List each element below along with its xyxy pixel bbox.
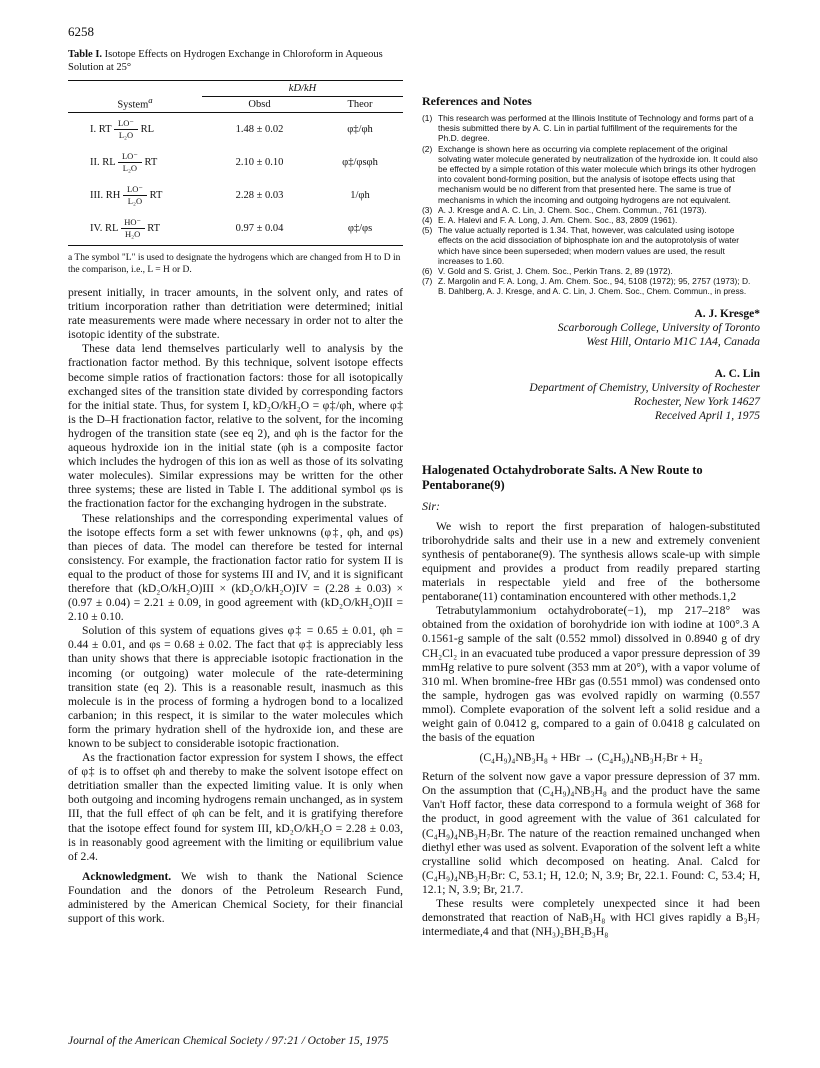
- references-list: [422, 113, 760, 297]
- paragraph: These data lend themselves particularly well to analysis by the fractionation factor method. By this technique, solvent isotope effects become simple ratios of fractionation factors: those for all isotopically exchanged sites of the transition state divided by corresponding factors for the initial state. Thus, for system I, kD₂O/kH₂O = φ‡/φh, where φ‡ is the D–H fractionation factor, relative to the solvent, for the incoming hydrogen of the transition state (see eq 2), and φh is the factor for the aqueous hydroxide ion in the initial state (φh is a composite factor which includes the hydrogen of this ion as well as those of its solvating water molecules). Similar expressions may be written for the other three systems; these are listed in Table I. The additional symbol φs is the fractionation factor for the exchanging hydrogen in the substrate.: [68, 342, 403, 511]
- table-footnote: a The symbol "L" is used to designate the hydrogens which are changed from H to D in the comparison, i.e., L = H or D.: [68, 253, 401, 275]
- paragraph: present initially, in tracer amounts, in the solvent only, and rates of tritium incorporation rather than detritiation were determined; initial rate measurements were made where necessary in order not to alter the isotopic identity of the substrate.: [68, 286, 403, 342]
- paragraph: As the fractionation factor expression for system I shows, the effect of φ‡ is to offset φh and thereby to make the solvent isotope effect on detritiation smaller than the expected limiting value. It is only when both outgoing and incoming hydrogens remain unchanged, as in system III, that the full effect of φh can be felt, and it is gratifying therefore that the isotope effect found for system III, kD₂O/kH₂O = 2.28 ± 0.03, is in reasonably good agreement with the limiting or equilibrium value of 2.4.: [68, 751, 403, 863]
- table-caption-text: Isotope Effects on Hydrogen Exchange in Chloroform in Aqueous Solution at 25°: [68, 49, 383, 73]
- right-body-text: [422, 520, 760, 746]
- paragraph: Tetrabutylammonium octahydroborate(−1), mp 217–218° was obtained from the oxidation of borohydride ion with iodine at 100°.3 A 0.1561-g sample of the salt (0.552 mmol) dissolved in 0.8940 g of dry CH₂Cl₂ in an evacuated tube produced a vapor pressure depression of 39 mmHg relative to pure solvent (353 mm at 20°), with a vapor volume of 310 ml. When bromine-free HBr gas (0.551 mmol) was condensed onto the sample, hydrogen gas was evolved rapidly on warming (0.557 mmol). Complete evaporation of the solvent left a solid residue and a weight gain of 0.0412 g, compared to a gain of 0.0418 g calculated on the basis of the equation: [422, 604, 760, 745]
- obsd-cell: 0.97 ± 0.04: [235, 223, 284, 234]
- references-heading: References and Notes: [422, 94, 532, 108]
- theor-cell: φ‡/φsφh: [342, 157, 378, 168]
- article-title: Halogenated Octahydroborate Salts. A New Route to Pentaborane(9): [422, 462, 703, 492]
- reference-item: (6) V. Gold and S. Grist, J. Chem. Soc., Perkin Trans. 2, 89 (1972).: [422, 266, 673, 277]
- acknowledgment: Acknowledgment. We wish to thank the National Science Foundation and the donors of the Petroleum Research Fund, administered by the American Chemical Society, for their financial support of this work.: [68, 869, 403, 926]
- table-row: [68, 113, 403, 147]
- obsd-cell: 2.10 ± 0.10: [235, 157, 284, 168]
- paragraph: These relationships and the corresponding experimental values of the isotope effects form a set with fewer unknowns (φ‡, φh, and φs) than pieces of data. The model can therefore be tested for internal consistency. For example, the fractionation factor ratio for system II is equal to the product of those for systems III and IV, and it is significant therefore that (kD₂O/kH₂O)III × (kD₂O/kH₂O)IV = (2.28 ± 0.03) × (0.97 ± 0.04) = 2.21 ± 0.09, in good agreement with (kD₂O/kH₂O)II = 2.10 ± 0.10.: [68, 511, 403, 624]
- table-row: [68, 146, 403, 179]
- isotope-table: [68, 80, 403, 246]
- left-column: [68, 48, 403, 926]
- col-system: System$^a$: [68, 81, 202, 113]
- col-theor: Theor: [347, 99, 373, 110]
- author-block-2: A. C. Lin Department of Chemistry, University of Rochester Rochester, New York 14627 Received April 1, 1975: [529, 367, 760, 422]
- journal-footer: Journal of the American Chemical Society / 97:21 / October 15, 1975: [68, 1035, 389, 1047]
- left-body-text: [68, 286, 403, 864]
- reference-item: (1) This research was performed at the Illinois Institute of Technology and forms part of a thesis submitted there by A. C. Lin in partial fulfillment of the requirements for the Ph.D. degree.: [422, 113, 754, 144]
- system-cell: III. RH $\frac{LO^-}{\text{L₂O}}$ RT: [90, 184, 163, 206]
- system-cell: IV. RL $\frac{HO^-}{\text{H₂O}}$ RT: [90, 217, 161, 239]
- obsd-cell: 2.28 ± 0.03: [235, 190, 284, 201]
- page-number: 6258: [68, 24, 94, 39]
- paragraph: Solution of this system of equations gives φ‡ = 0.65 ± 0.01, φh = 0.44 ± 0.01, and φs = 0.68 ± 0.02. The fact that φ‡ is appreciably less than unity shows that there is appreciable isotopic fractionation in the incoming (or outgoing) water molecule of the rate-determining transition state (eq 2). This is a reasonable result, inasmuch as this molecule is in the process of forming a hydrogen bond to a localized carbanion; in this respect, it is similar to the water molecules which form the primary hydration shell of the hydroxide ion, and these are known to be subject to considerable isotopic fractionation.: [68, 624, 403, 750]
- author-block-1: A. J. Kresge* Scarborough College, University of Toronto West Hill, Ontario M1C 1A4, Canada: [557, 307, 760, 348]
- paragraph: Return of the solvent now gave a vapor pressure depression of 37 mm. On the assumption that (C₄H₉)₄NB₃H₈ and the product have the same Van't Hoff factor, these data correspond to a formula weight of 368 for the product, in good agreement with the value of 361 calculated for (C₄H₉)₄NB₃H₇Br. The nature of the reaction remained unchanged when diethyl ether was used as solvent. Evaporation of the solvent left a white crystalline solid which decomposed on heating. Anal. Calcd for (C₄H₉)₄NB₃H₇Br: C, 53.1; H, 12.0; N, 3.9; Br, 22.1. Found: C, 53.4; H, 12.1; N, 3.9; Br, 21.7.: [422, 770, 760, 896]
- equation: (C₄H₉)₄NB₃H₈ + HBr → (C₄H₉)₄NB₃H₇Br + H₂: [479, 751, 703, 765]
- reference-item: (3) A. J. Kresge and A. C. Lin, J. Chem. Soc., Chem. Commun., 761 (1973).: [422, 204, 707, 215]
- paragraph: We wish to report the first preparation of halogen-substituted triborohydride salts and their use in a new and extremely convenient synthesis of pentaborane(9). The synthesis allows scale-up with simple equipment and provides a product from readily prepared starting materials in respectable yield and free of the bothersome pentaborane(11) contamination encountered with other methods.1,2: [422, 519, 760, 604]
- reference-item: (5) The value actually reported is 1.34. That, however, was calculated using isotope effects on the acid dissociation of biphosphate ion and the autoprotolysis of water which have since been superseded; when modern values are used, the result increases to 1.60.: [422, 225, 740, 266]
- system-cell: I. RT $\frac{LO^-}{\text{L₂O}}$ RL: [90, 118, 155, 140]
- reference-item: (2) Exchange is shown here as occurring via complete replacement of the original solvating water molecule generated by neutralization of the hydroxide ion. It could also be effected by a simple rotation of this water molecule which brings its other hydrogen into covalent bond-forming position, but the analysis of isotope effects using that mechanism would be no different from that presented here. The same is true of mechanisms in which the incoming and outgoing hydrogens are not equivalent.: [422, 143, 758, 205]
- table-row: [68, 179, 403, 212]
- theor-cell: 1/φh: [350, 190, 370, 201]
- system-cell: II. RL $\frac{LO^-}{\text{L₂O}}$ RT: [90, 151, 158, 173]
- table-caption: [68, 48, 403, 74]
- salutation: Sir:: [422, 498, 440, 513]
- right-column: [422, 48, 760, 939]
- theor-cell: φ‡/φh: [347, 124, 373, 135]
- col-obsd: Obsd: [248, 99, 271, 110]
- paragraph: These results were completely unexpected since it had been demonstrated that reaction of NaB₃H₈ with HCl gives rapidly a B₃H₇ intermediate,4 and that (NH₃)₂BH₂B₃H₈: [422, 897, 760, 939]
- col-group-kd-kh: kD/kH: [202, 81, 403, 97]
- table-caption-label: Table I.: [68, 49, 103, 60]
- reference-item: (4) E. A. Halevi and F. A. Long, J. Am. Chem. Soc., 83, 2809 (1961).: [422, 215, 678, 226]
- reference-item: (7) Z. Margolin and F. A. Long, J. Am. Chem. Soc., 94, 5108 (1972); 95, 2757 (1973); D. B. Dahlberg, A. J. Kresge, and A. C. Lin, J. Chem. Soc., Chem. Commun., in press.: [422, 276, 751, 297]
- theor-cell: φ‡/φs: [347, 223, 373, 234]
- obsd-cell: 1.48 ± 0.02: [235, 124, 284, 135]
- right-body-text-2: [422, 770, 760, 939]
- table-row: [68, 212, 403, 246]
